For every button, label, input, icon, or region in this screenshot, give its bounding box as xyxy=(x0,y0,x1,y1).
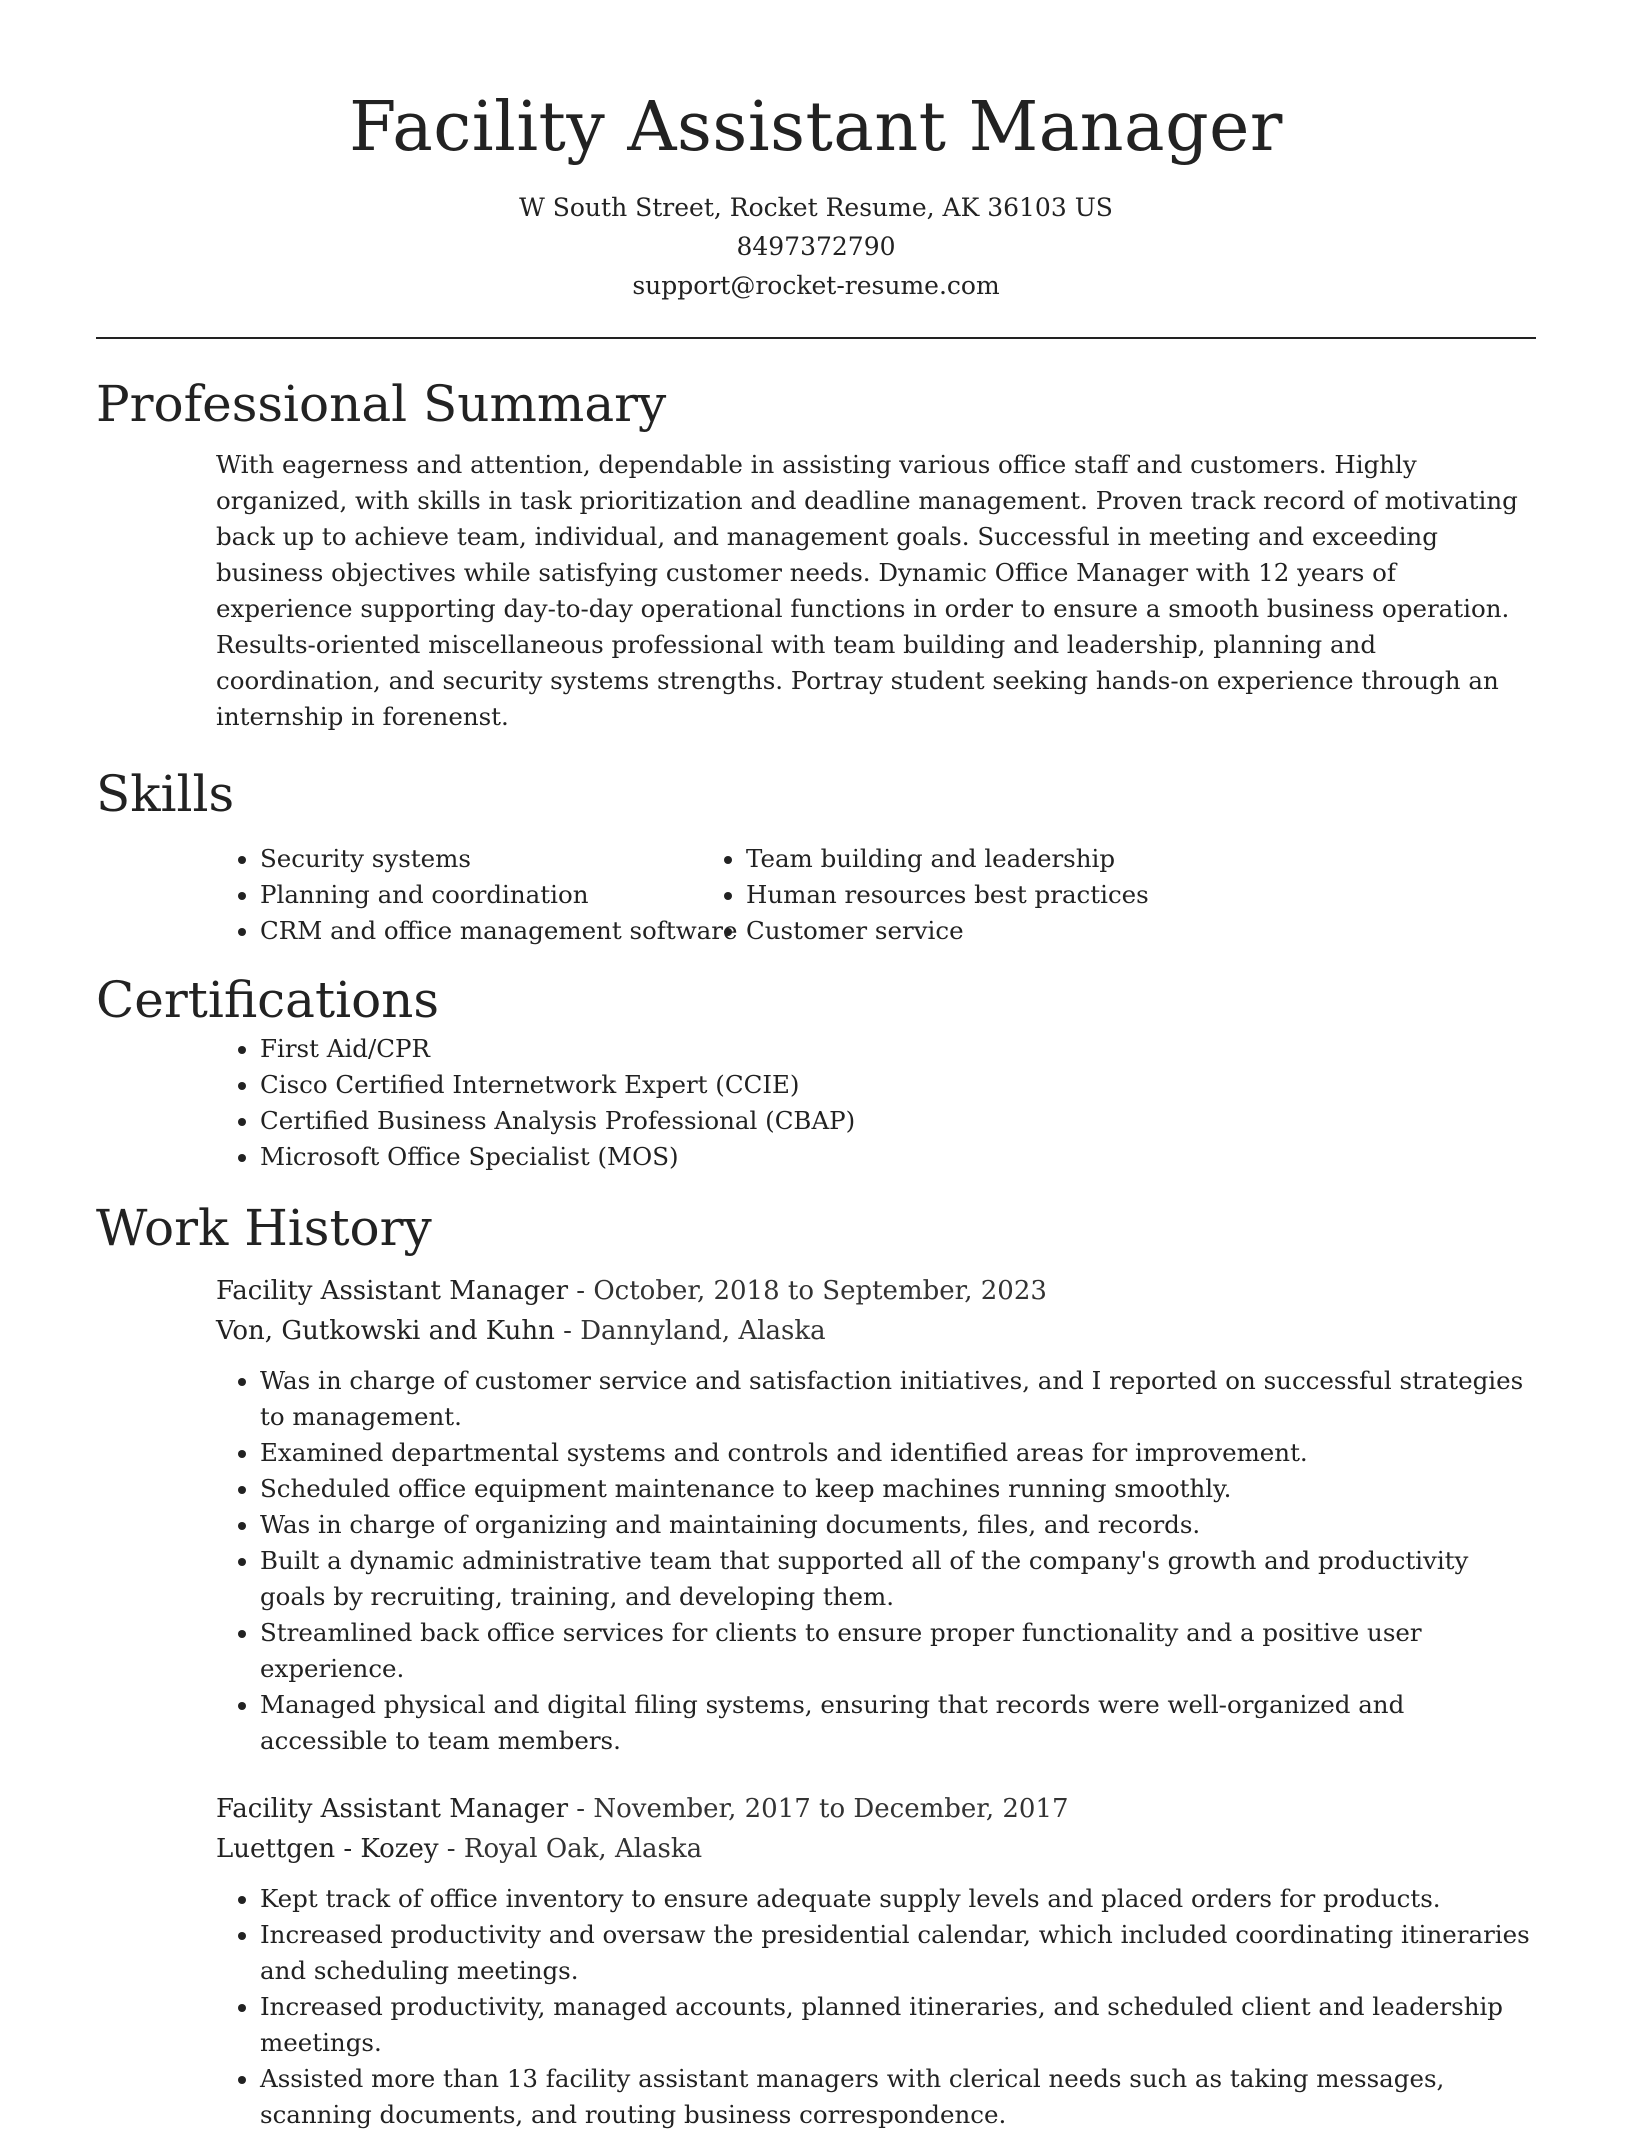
job-dates: - November, 2017 to December, 2017 xyxy=(568,1794,1069,1824)
job-duties-list xyxy=(216,1881,1536,2133)
contact-info xyxy=(96,188,1536,305)
skill-item: • Security systems xyxy=(260,841,746,877)
job-title-line xyxy=(216,1271,1536,1311)
address: W South Street, Rocket Resume, AK 36103 US xyxy=(519,193,1113,222)
job-duty: • Increased productivity, managed accounts, planned itineraries, and scheduled client and leadership meetings. xyxy=(260,1989,1536,2061)
job-company-line xyxy=(216,1829,1536,1869)
email: support@rocket-resume.com xyxy=(632,271,1000,300)
job-company: Von, Gutkowski and Kuhn xyxy=(216,1316,555,1346)
work-history-section xyxy=(96,1197,1536,2133)
job-entry xyxy=(216,1271,1536,1759)
skill-item: • Planning and coordination xyxy=(260,877,746,913)
job-duty: • Scheduled office equipment maintenance to keep machines running smoothly. xyxy=(260,1471,1536,1507)
job-company-line xyxy=(216,1311,1536,1351)
certification-item: • First Aid/CPR xyxy=(260,1031,1536,1067)
summary-text: With eagerness and attention, dependable in assisting various office staff and customers. Highly organized, with skills in task prioritization and deadline management. Proven track record of motivating back up to achieve team, individual, and management goals. Successful in meeting and exceeding business objectives while satisfying customer needs. Dynamic Office Manager with 12 years of experience supporting day-to-day operational functions in order to ensure a smooth business operation. Results-oriented miscellaneous professional with team building and leadership, planning and coordination, and security systems strengths. Portray student seeking hands-on experience through an internship in forenenst. xyxy=(216,450,1518,731)
skill-item: • Team building and leadership xyxy=(746,841,1232,877)
job-duty: • Was in charge of organizing and maintaining documents, files, and records. xyxy=(260,1507,1536,1543)
job-duty: • Assisted more than 13 facility assistant managers with clerical needs such as taking messages, scanning documents, and routing business correspondence. xyxy=(260,2061,1536,2133)
job-entry xyxy=(216,1789,1536,2133)
job-duty: • Kept track of office inventory to ensure adequate supply levels and placed orders for products. xyxy=(260,1881,1536,1917)
phone: 8497372790 xyxy=(736,232,896,261)
candidate-name: Facility Assistant Manager xyxy=(349,88,1283,167)
job-title: Facility Assistant Manager xyxy=(216,1794,569,1824)
certifications-title: Certifications xyxy=(96,971,440,1029)
skill-item: • Human resources best practices xyxy=(746,877,1232,913)
skills-columns xyxy=(96,841,1536,949)
certification-item: • Microsoft Office Specialist (MOS) xyxy=(260,1139,1536,1175)
job-duty: • Managed physical and digital filing systems, ensuring that records were well-organized and accessible to team members. xyxy=(260,1687,1536,1759)
job-location: - Dannyland, Alaska xyxy=(554,1316,826,1346)
job-location: - Royal Oak, Alaska xyxy=(438,1834,703,1864)
job-title-line xyxy=(216,1789,1536,1829)
skill-item: • Customer service xyxy=(746,913,1232,949)
summary-title: Professional Summary xyxy=(96,375,667,433)
job-duty: • Increased productivity and oversaw the presidential calendar, which included coordinating itineraries and scheduling meetings. xyxy=(260,1917,1536,1989)
skills-right-list xyxy=(746,841,1232,949)
skills-section xyxy=(96,763,1536,949)
job-duties-list xyxy=(216,1363,1536,1759)
job-duty: • Built a dynamic administrative team that supported all of the company's growth and productivity goals by recruiting, training, and developing them. xyxy=(260,1543,1536,1615)
skills-title: Skills xyxy=(96,765,235,823)
job-dates: - October, 2018 to September, 2023 xyxy=(568,1276,1047,1306)
certification-item: • Cisco Certified Internetwork Expert (CCIE) xyxy=(260,1067,1536,1103)
job-duty: • Examined departmental systems and controls and identified areas for improvement. xyxy=(260,1435,1536,1471)
work-history-title: Work History xyxy=(96,1199,432,1257)
certifications-section xyxy=(96,969,1536,1175)
job-duty: • Was in charge of customer service and satisfaction initiatives, and I reported on successful strategies to management. xyxy=(260,1363,1536,1435)
header-divider xyxy=(96,337,1536,339)
job-company: Luettgen - Kozey xyxy=(216,1834,439,1864)
certifications-list xyxy=(96,1031,1536,1175)
summary-section xyxy=(96,373,1536,735)
job-title: Facility Assistant Manager xyxy=(216,1276,569,1306)
certification-item: • Certified Business Analysis Professional (CBAP) xyxy=(260,1103,1536,1139)
skills-left-list xyxy=(96,841,746,949)
skill-item: • CRM and office management software xyxy=(260,913,746,949)
resume-page xyxy=(96,0,1536,2133)
job-duty: • Streamlined back office services for clients to ensure proper functionality and a positive user experience. xyxy=(260,1615,1536,1687)
